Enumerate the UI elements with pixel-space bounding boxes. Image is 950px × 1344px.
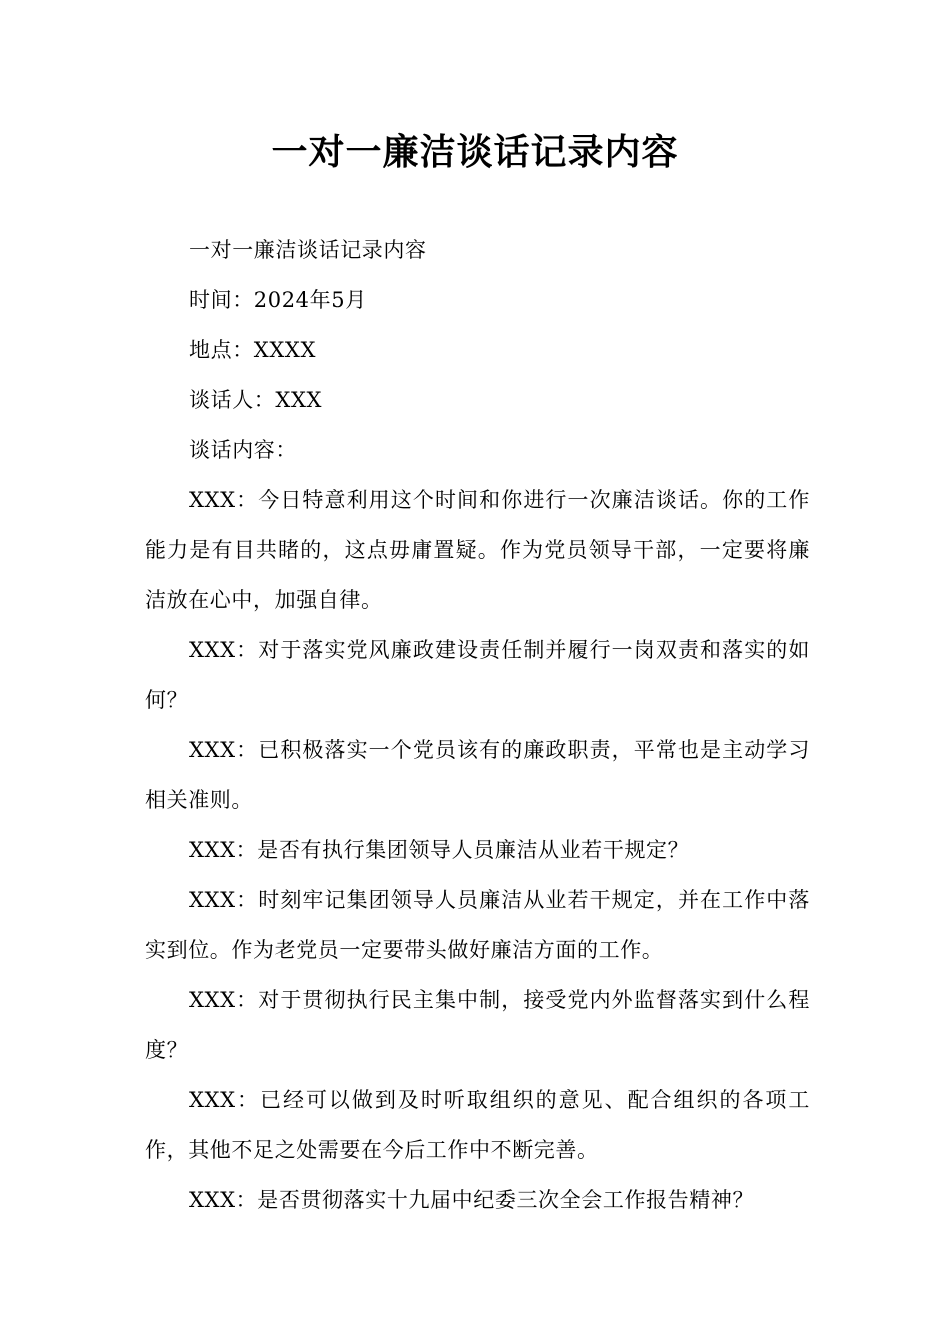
paragraph-dialogue: XXX：对于落实党风廉政建设责任制并履行一岗双责和落实的如何？	[145, 638, 810, 712]
paragraph-dialogue: XXX：已经可以做到及时听取组织的意见、配合组织的各项工作，其他不足之处需要在今后工作中不断完善。	[145, 1088, 810, 1162]
paragraph-subtitle: 一对一廉洁谈话记录内容	[189, 238, 427, 262]
paragraph-location: 地点：XXXX	[189, 338, 317, 362]
paragraph-dialogue: XXX：今日特意利用这个时间和你进行一次廉洁谈话。你的工作能力是有目共睹的，这点毋庸置疑。作为党员领导干部，一定要将廉洁放在心中，加强自律。	[145, 488, 810, 612]
paragraph-dialogue: XXX：是否有执行集团领导人员廉洁从业若干规定？	[189, 838, 690, 862]
paragraph-content-label: 谈话内容：	[189, 438, 297, 462]
paragraph-dialogue: XXX：对于贯彻执行民主集中制，接受党内外监督落实到什么程度？	[145, 988, 810, 1062]
paragraph-speaker: 谈话人：XXX	[189, 388, 323, 412]
document-body	[145, 225, 810, 1225]
paragraph-time: 时间：2024年5月	[189, 288, 367, 312]
paragraph-dialogue: XXX：是否贯彻落实十九届中纪委三次全会工作报告精神？	[189, 1188, 755, 1212]
document-title: 一对一廉洁谈话记录内容	[271, 132, 679, 173]
paragraph-dialogue: XXX：时刻牢记集团领导人员廉洁从业若干规定，并在工作中落实到位。作为老党员一定要带头做好廉洁方面的工作。	[145, 888, 810, 962]
paragraph-dialogue: XXX：已积极落实一个党员该有的廉政职责，平常也是主动学习相关准则。	[145, 738, 810, 812]
